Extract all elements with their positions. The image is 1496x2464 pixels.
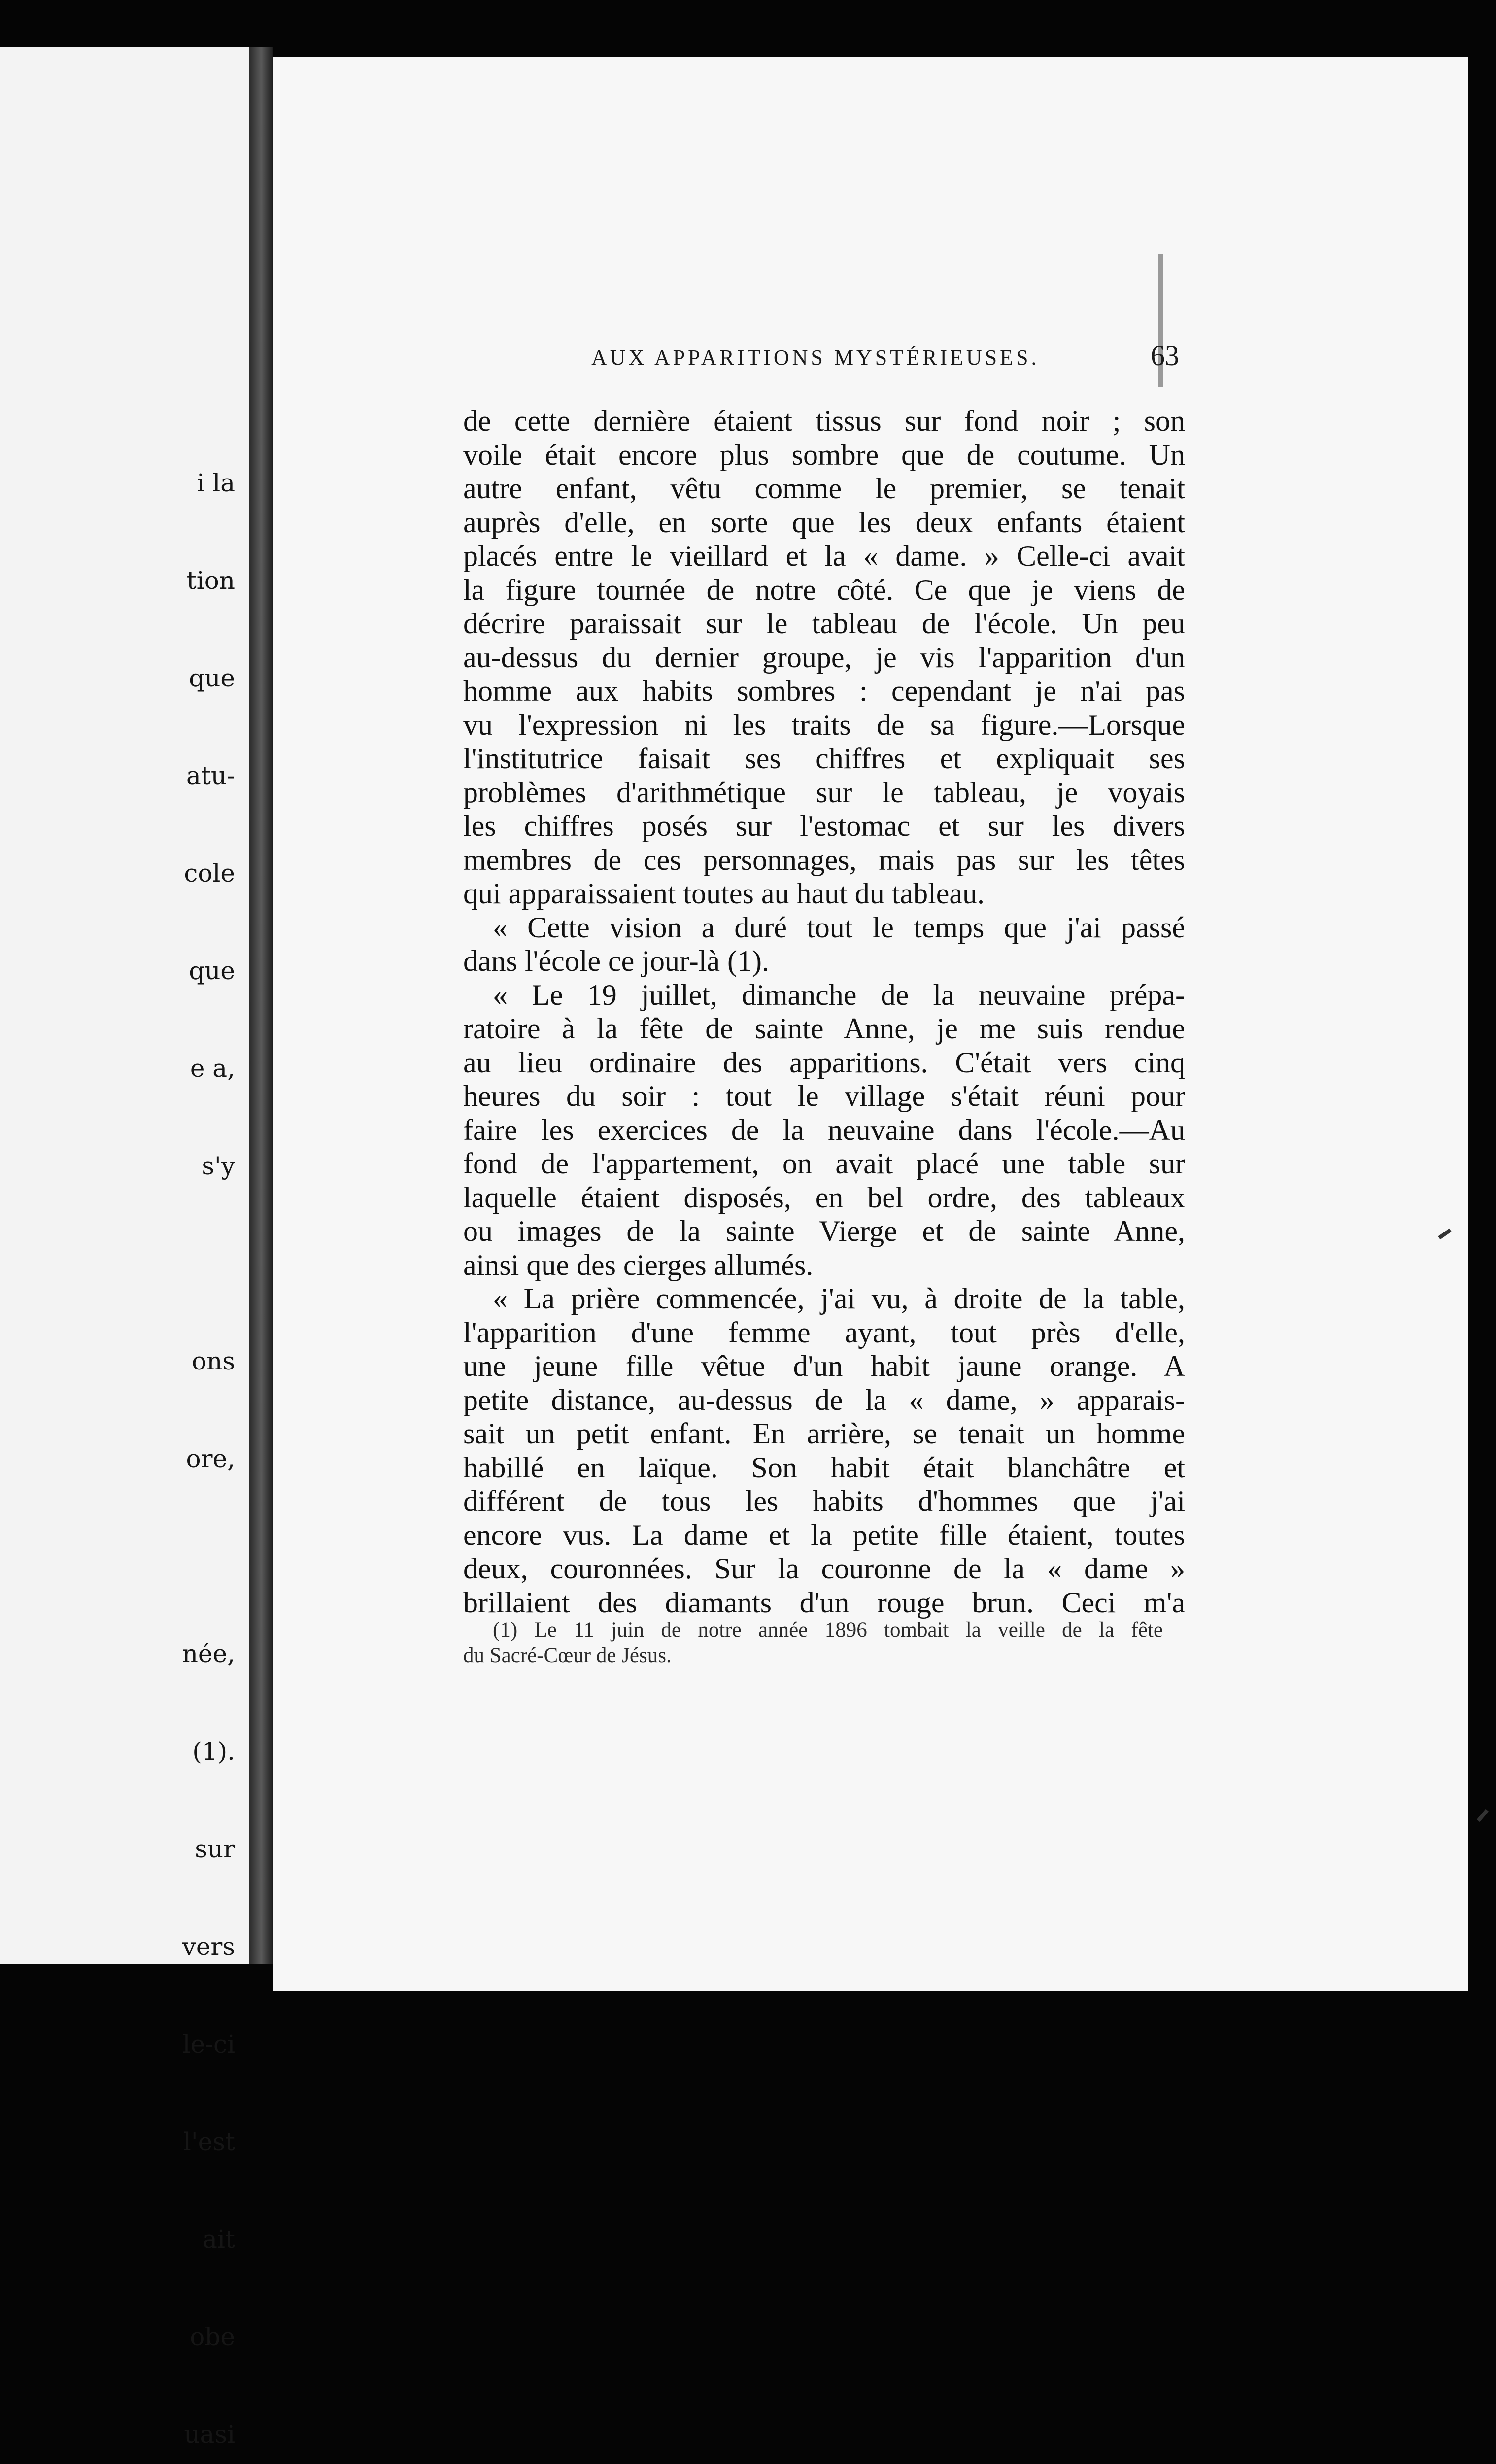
text-line: laquelle étaient disposés, en bel ordre, des tableaux xyxy=(463,1181,1185,1214)
text-line: faire les exercices de la neuvaine dans l'école.—Au xyxy=(463,1113,1185,1146)
left-fragment: uasi xyxy=(184,2420,235,2449)
text-line: habillé en laïque. Son habit était blanchâtre et xyxy=(463,1451,1185,1484)
footnote-line: du Sacré-Cœur de Jésus. xyxy=(463,1644,672,1667)
left-fragment: l'est xyxy=(183,2127,235,2156)
text-line: fond de l'appartement, on avait placé une table sur xyxy=(463,1147,1185,1180)
left-fragment: cole xyxy=(184,859,235,888)
left-fragment xyxy=(182,1247,235,1280)
left-fragment: née, xyxy=(182,1640,235,1668)
text-line: les chiffres posés sur l'estomac et sur les divers xyxy=(463,810,1185,842)
scan-speck xyxy=(1477,1809,1489,1822)
left-page-text xyxy=(182,402,235,2464)
text-line: ou images de la sainte Vierge et de sainte Anne, xyxy=(463,1215,1185,1247)
text-line: vu l'expression ni les traits de sa figure.—Lorsque xyxy=(463,708,1185,741)
page-number: 63 xyxy=(1151,340,1179,372)
left-fragment: ons xyxy=(192,1347,235,1375)
text-line: une jeune fille vêtue d'un habit jaune orange. A xyxy=(463,1350,1185,1382)
footnote xyxy=(463,1617,1163,1669)
left-fragment: ore, xyxy=(186,1444,235,1473)
left-fragment: s'y xyxy=(202,1152,235,1180)
text-line: problèmes d'arithmétique sur le tableau, je voyais xyxy=(463,776,1185,809)
text-line: décrire paraissait sur le tableau de l'école. Un peu xyxy=(463,607,1185,640)
text-line: de cette dernière étaient tissus sur fond noir ; son xyxy=(463,405,1185,437)
text-line: brillaient des diamants d'un rouge brun. Ceci m'a xyxy=(463,1586,1185,1619)
text-line: sait un petit enfant. En arrière, se tenait un homme xyxy=(463,1417,1185,1450)
running-head: AUX APPARITIONS MYSTÉRIEUSES. xyxy=(591,345,1040,370)
text-line: encore vus. La dame et la petite fille étaient, toutes xyxy=(463,1518,1185,1551)
text-line: l'apparition d'une femme ayant, tout près d'elle, xyxy=(463,1316,1185,1349)
left-fragment: que xyxy=(189,664,235,692)
text-line: qui apparaissaient toutes au haut du tableau. xyxy=(463,877,985,910)
text-line: deux, couronnées. Sur la couronne de la « dame » xyxy=(463,1552,1185,1585)
left-fragment: e a, xyxy=(190,1054,235,1083)
text-line: « La prière commencée, j'ai vu, à droite de la table, xyxy=(493,1282,1185,1315)
text-line: la figure tournée de notre côté. Ce que je viens de xyxy=(463,573,1185,606)
text-line: « Le 19 juillet, dimanche de la neuvaine prépa- xyxy=(493,978,1185,1011)
text-line: autre enfant, vêtu comme le premier, se tenait xyxy=(463,472,1185,505)
text-line: au-dessus du dernier groupe, je vis l'apparition d'un xyxy=(463,641,1185,674)
left-fragment: atu- xyxy=(186,761,235,790)
left-fragment: que xyxy=(189,957,235,985)
body-text xyxy=(463,404,1185,1619)
book-gutter xyxy=(249,47,273,1964)
left-fragment: i la xyxy=(197,469,235,497)
text-line: voile était encore plus sombre que de coutume. Un xyxy=(463,438,1185,471)
text-line: petite distance, au-dessus de la « dame, » apparais- xyxy=(463,1383,1185,1416)
text-line: membres de ces personnages, mais pas sur les têtes xyxy=(463,843,1185,876)
text-line: dans l'école ce jour-là (1). xyxy=(463,945,769,977)
left-fragment: le-ci xyxy=(182,2030,235,2058)
left-fragment: sur xyxy=(195,1835,235,1863)
text-line: placés entre le vieillard et la « dame. » Celle-ci avait xyxy=(463,540,1185,572)
text-line: ratoire à la fête de sainte Anne, je me suis rendue xyxy=(463,1012,1185,1045)
left-fragment: vers xyxy=(182,1932,235,1961)
left-fragment: tion xyxy=(186,566,235,595)
text-line: l'institutrice faisait ses chiffres et expliquait ses xyxy=(463,742,1185,775)
footnote-line: (1) Le 11 juin de notre année 1896 tombait la veille de la fête xyxy=(493,1618,1163,1642)
text-line: au lieu ordinaire des apparitions. C'était vers cinq xyxy=(463,1046,1185,1079)
text-line: homme aux habits sombres : cependant je n'ai pas xyxy=(463,675,1185,707)
left-fragment xyxy=(182,1540,235,1573)
left-page xyxy=(0,47,249,2449)
text-line: différent de tous les habits d'hommes que j'ai xyxy=(463,1485,1185,1517)
text-line: « Cette vision a duré tout le temps que j'ai passé xyxy=(493,911,1185,944)
left-fragment: (1). xyxy=(192,1737,235,1766)
left-fragment: ait xyxy=(203,2225,235,2254)
text-line: ainsi que des cierges allumés. xyxy=(463,1248,814,1281)
text-line: auprès d'elle, en sorte que les deux enfants étaient xyxy=(463,506,1185,539)
left-fragment: obe xyxy=(190,2323,235,2351)
text-line: heures du soir : tout le village s'était réuni pour xyxy=(463,1080,1185,1112)
